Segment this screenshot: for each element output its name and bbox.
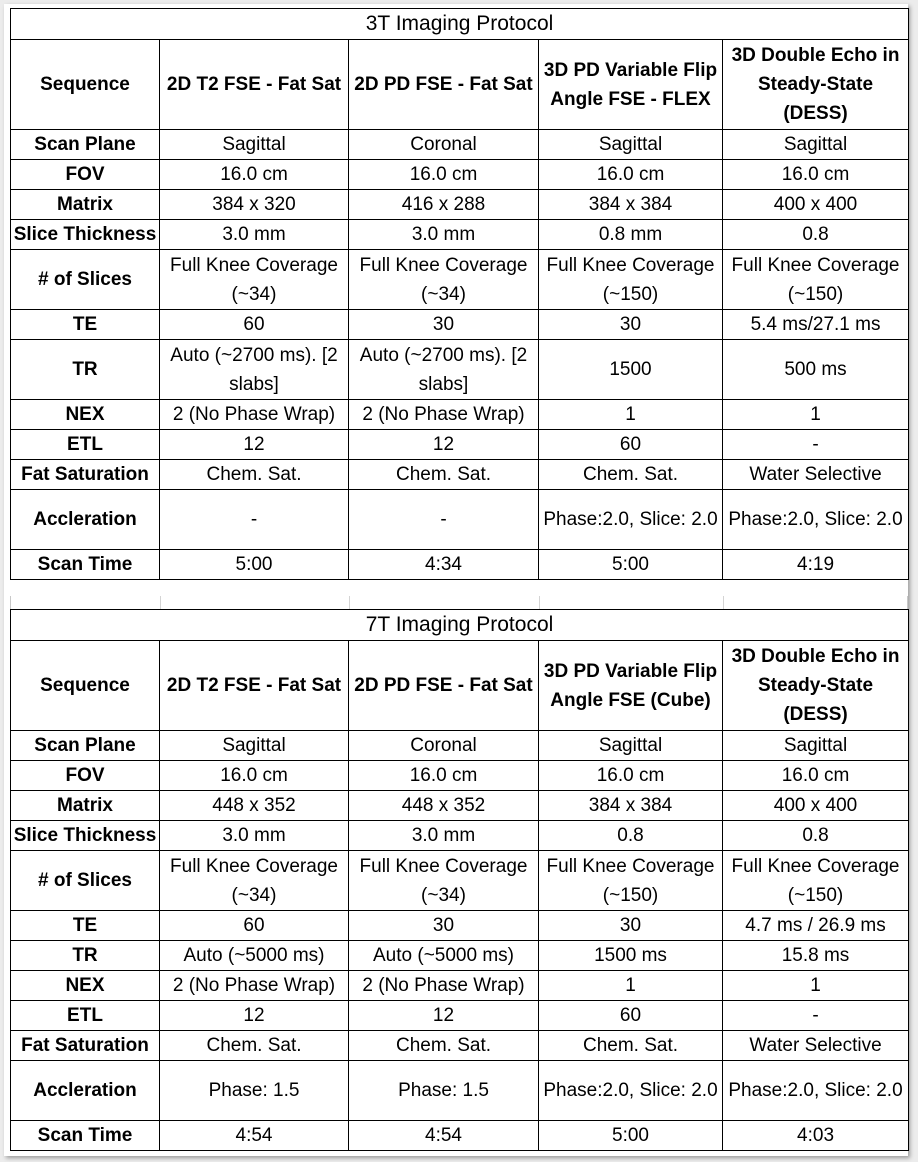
table-cell: - (349, 490, 539, 550)
table-cell: - (723, 1001, 909, 1031)
table-cell: 4:54 (160, 1121, 349, 1151)
table-cell: Coronal (349, 731, 539, 761)
table-cell: Coronal (349, 130, 539, 160)
row-label: Scan Time (11, 1121, 160, 1151)
row-label: ETL (11, 1001, 160, 1031)
header-cell: 3D PD Variable Flip Angle FSE - FLEX (539, 40, 723, 130)
table-cell: Chem. Sat. (160, 1031, 349, 1061)
header-cell: 2D PD FSE - Fat Sat (349, 40, 539, 130)
row-label: Accleration (11, 490, 160, 550)
table-cell: 400 x 400 (723, 791, 909, 821)
row-label: Accleration (11, 1061, 160, 1121)
table-row (11, 941, 909, 971)
table-cell: Water Selective (723, 460, 909, 490)
table-cell: Chem. Sat. (539, 1031, 723, 1061)
table-cell: 2 (No Phase Wrap) (349, 971, 539, 1001)
header-cell: 2D PD FSE - Fat Sat (349, 641, 539, 731)
row-label: TR (11, 340, 160, 400)
header-row (11, 641, 909, 731)
header-cell: Sequence (11, 641, 160, 731)
table-cell: 1 (539, 971, 723, 1001)
table-cell: 60 (539, 1001, 723, 1031)
table-cell: 5:00 (539, 550, 723, 580)
table-cell: 384 x 320 (160, 190, 349, 220)
table-cell: Phase: 1.5 (160, 1061, 349, 1121)
table-cell: 12 (160, 430, 349, 460)
table-cell: 16.0 cm (160, 160, 349, 190)
row-label: Fat Saturation (11, 1031, 160, 1061)
row-label: ETL (11, 430, 160, 460)
table-cell: 1500 ms (539, 941, 723, 971)
table-cell: Phase:2.0, Slice: 2.0 (539, 1061, 723, 1121)
header-row (11, 40, 909, 130)
table-cell: Auto (~2700 ms). [2 slabs] (160, 340, 349, 400)
table-row (11, 190, 909, 220)
table-row (11, 130, 909, 160)
table-cell: 30 (349, 911, 539, 941)
row-label: TE (11, 911, 160, 941)
row-label: NEX (11, 971, 160, 1001)
header-cell: 2D T2 FSE - Fat Sat (160, 40, 349, 130)
table-cell: Full Knee Coverage (~150) (539, 250, 723, 310)
row-label: # of Slices (11, 250, 160, 310)
table-cell: 3.0 mm (160, 821, 349, 851)
table-cell: Sagittal (539, 130, 723, 160)
table-cell: 4:54 (349, 1121, 539, 1151)
row-label: Slice Thickness (11, 220, 160, 250)
table-cell: Auto (~5000 ms) (349, 941, 539, 971)
table-cell: - (160, 490, 349, 550)
row-label: Scan Plane (11, 130, 160, 160)
table-cell: 4.7 ms / 26.9 ms (723, 911, 909, 941)
table-row (11, 971, 909, 1001)
row-label: Slice Thickness (11, 821, 160, 851)
table-row (11, 220, 909, 250)
row-label: # of Slices (11, 851, 160, 911)
row-label: NEX (11, 400, 160, 430)
table-row (11, 340, 909, 400)
table-row (11, 400, 909, 430)
table-row (11, 1001, 909, 1031)
table-cell: 0.8 (723, 821, 909, 851)
table-cell: 2 (No Phase Wrap) (160, 400, 349, 430)
table-cell: Sagittal (160, 130, 349, 160)
table-cell: 384 x 384 (539, 190, 723, 220)
table-row (11, 1031, 909, 1061)
table-cell: 16.0 cm (349, 761, 539, 791)
table-cell: Sagittal (723, 731, 909, 761)
table-cell: Full Knee Coverage (~34) (160, 851, 349, 911)
table-cell: 1 (539, 400, 723, 430)
table-row (11, 250, 909, 310)
table-row (11, 460, 909, 490)
header-cell: 3D PD Variable Flip Angle FSE (Cube) (539, 641, 723, 731)
table-cell: Sagittal (539, 731, 723, 761)
table-cell: 1 (723, 400, 909, 430)
table-cell: 3.0 mm (349, 220, 539, 250)
table-cell: 12 (349, 1001, 539, 1031)
table-row (11, 791, 909, 821)
table-cell: Chem. Sat. (349, 1031, 539, 1061)
table-cell: 0.8 (539, 821, 723, 851)
table-cell: 1 (723, 971, 909, 1001)
table-cell: 12 (349, 430, 539, 460)
table-cell: Full Knee Coverage (~34) (160, 250, 349, 310)
table-cell: 16.0 cm (160, 761, 349, 791)
table-cell: 12 (160, 1001, 349, 1031)
table-title: 3T Imaging Protocol (11, 9, 909, 40)
row-label: Scan Time (11, 550, 160, 580)
table-cell: 2 (No Phase Wrap) (160, 971, 349, 1001)
table-row (11, 310, 909, 340)
table-cell: 60 (160, 310, 349, 340)
table-cell: 30 (349, 310, 539, 340)
table-cell: 16.0 cm (539, 160, 723, 190)
table-row (11, 851, 909, 911)
table-cell: 5:00 (539, 1121, 723, 1151)
row-label: Matrix (11, 190, 160, 220)
table-row (11, 430, 909, 460)
table-cell: Chem. Sat. (160, 460, 349, 490)
table-cell: Sagittal (160, 731, 349, 761)
table-cell: Phase:2.0, Slice: 2.0 (723, 490, 909, 550)
table-row (11, 490, 909, 550)
table-cell: 16.0 cm (723, 160, 909, 190)
table-cell: 3.0 mm (160, 220, 349, 250)
row-label: FOV (11, 160, 160, 190)
table-row (11, 550, 909, 580)
table-cell: Chem. Sat. (349, 460, 539, 490)
table-cell: Phase:2.0, Slice: 2.0 (723, 1061, 909, 1121)
spreadsheet-page (4, 4, 908, 1156)
title-row (11, 9, 909, 40)
table-cell: - (723, 430, 909, 460)
table-cell: Chem. Sat. (539, 460, 723, 490)
table-cell: 4:34 (349, 550, 539, 580)
table-cell: Auto (~2700 ms). [2 slabs] (349, 340, 539, 400)
table-cell: Phase: 1.5 (349, 1061, 539, 1121)
table-cell: 448 x 352 (349, 791, 539, 821)
table-row (11, 761, 909, 791)
table-7t-protocol (10, 609, 909, 1151)
table-row (11, 731, 909, 761)
table-cell: Auto (~5000 ms) (160, 941, 349, 971)
table-cell: 16.0 cm (539, 761, 723, 791)
table-cell: 0.8 (723, 220, 909, 250)
row-label: Fat Saturation (11, 460, 160, 490)
table-cell: 384 x 384 (539, 791, 723, 821)
table-row (11, 821, 909, 851)
table-cell: 60 (539, 430, 723, 460)
table-cell: Full Knee Coverage (~150) (539, 851, 723, 911)
table-cell: 400 x 400 (723, 190, 909, 220)
title-row (11, 610, 909, 641)
row-label: FOV (11, 761, 160, 791)
header-cell: Sequence (11, 40, 160, 130)
table-cell: 3.0 mm (349, 821, 539, 851)
table-cell: 30 (539, 911, 723, 941)
table-cell: Sagittal (723, 130, 909, 160)
row-label: TR (11, 941, 160, 971)
table-cell: Water Selective (723, 1031, 909, 1061)
table-row (11, 1121, 909, 1151)
table-cell: 1500 (539, 340, 723, 400)
table-cell: Full Knee Coverage (~150) (723, 250, 909, 310)
header-cell: 3D Double Echo in Steady-State (DESS) (723, 641, 909, 731)
table-row (11, 1061, 909, 1121)
table-cell: 2 (No Phase Wrap) (349, 400, 539, 430)
header-cell: 2D T2 FSE - Fat Sat (160, 641, 349, 731)
table-cell: 4:19 (723, 550, 909, 580)
table-cell: 4:03 (723, 1121, 909, 1151)
table-cell: Phase:2.0, Slice: 2.0 (539, 490, 723, 550)
table-cell: Full Knee Coverage (~34) (349, 851, 539, 911)
table-row (11, 160, 909, 190)
table-3t-protocol (10, 8, 909, 580)
table-cell: 5.4 ms/27.1 ms (723, 310, 909, 340)
table-cell: 16.0 cm (723, 761, 909, 791)
table-cell: 416 x 288 (349, 190, 539, 220)
spacer-row (10, 596, 908, 609)
table-cell: 30 (539, 310, 723, 340)
table-row (11, 911, 909, 941)
table-cell: 5:00 (160, 550, 349, 580)
table-cell: Full Knee Coverage (~150) (723, 851, 909, 911)
row-label: Scan Plane (11, 731, 160, 761)
table-cell: Full Knee Coverage (~34) (349, 250, 539, 310)
header-cell: 3D Double Echo in Steady-State (DESS) (723, 40, 909, 130)
table-cell: 15.8 ms (723, 941, 909, 971)
table-cell: 500 ms (723, 340, 909, 400)
row-label: Matrix (11, 791, 160, 821)
table-cell: 16.0 cm (349, 160, 539, 190)
table-title: 7T Imaging Protocol (11, 610, 909, 641)
table-cell: 60 (160, 911, 349, 941)
table-cell: 0.8 mm (539, 220, 723, 250)
table-cell: 448 x 352 (160, 791, 349, 821)
row-label: TE (11, 310, 160, 340)
